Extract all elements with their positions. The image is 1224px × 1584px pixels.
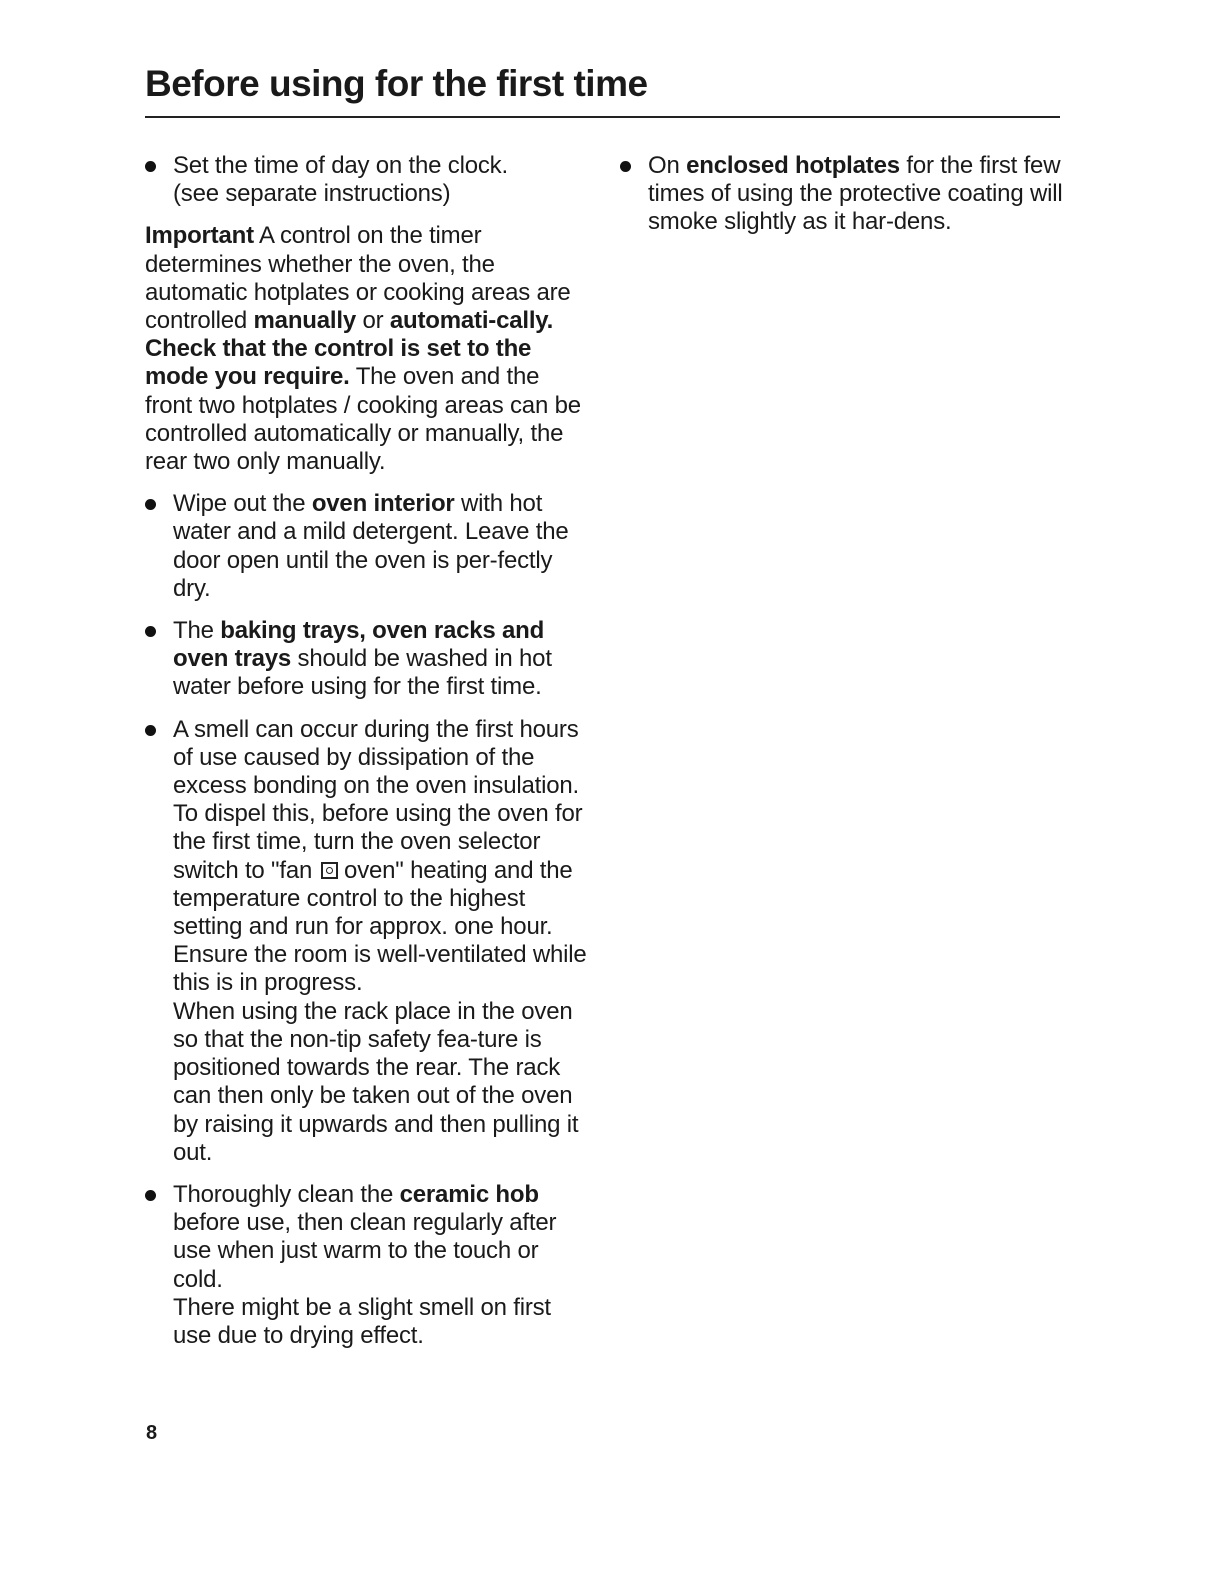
bullet-icon <box>145 161 156 172</box>
list-item-enclosed-hotplates <box>620 152 1065 237</box>
item-bold: enclosed hotplates <box>686 152 900 179</box>
item-bold: baking trays, oven racks and oven trays <box>173 617 545 673</box>
fan-oven-icon <box>321 862 338 879</box>
bullet-icon <box>145 499 156 510</box>
bullet-icon <box>145 725 156 736</box>
important-manually: manually <box>253 307 356 335</box>
item-note: (see separate instructions) <box>173 180 451 208</box>
item-note: There might be a slight smell on first use due to drying effect. <box>173 1293 551 1349</box>
title-divider <box>145 116 1060 118</box>
important-paragraph <box>145 222 590 476</box>
item-bold: oven interior <box>311 490 455 518</box>
item-text: On <box>648 152 687 179</box>
page-title: Before using for the first time <box>145 63 648 104</box>
list-item-baking-trays <box>145 617 590 702</box>
right-column <box>620 152 1065 251</box>
bullet-icon <box>620 161 631 172</box>
bullet-icon <box>145 626 156 637</box>
item-text: for the first few times of using the protective coating will smoke slightly as it har-dens. <box>648 152 1063 236</box>
page-number: 8 <box>146 1422 158 1444</box>
important-text: A control on the timer determines whether the oven, the automatic hotplates or cooking areas are controlled <box>145 222 571 335</box>
important-or: or <box>355 307 390 335</box>
item-note: When using the rack place in the oven so that the non-tip safety fea-ture is positioned towards the rear. The rack can then only be taken out of the oven by raising it upwards and then pulling it out. <box>173 997 579 1166</box>
item-bold: ceramic hob <box>399 1180 539 1208</box>
item-text: Wipe out the <box>173 490 312 518</box>
important-text-2: The oven and the front two hotplates / cooking areas can be controlled automatically or manually, the rear two only manually. <box>145 363 581 476</box>
item-text: Thoroughly clean the <box>173 1180 400 1208</box>
item-text: should be washed in hot water before using for the first time. <box>173 645 552 701</box>
bullet-icon <box>145 1190 156 1201</box>
item-text: The <box>173 617 221 645</box>
item-text: with hot water and a mild detergent. Leave the door open until the oven is per-fectly dry. <box>173 490 569 602</box>
list-item-smell <box>145 716 590 1167</box>
important-check: Check that the control is set to the mode you require. <box>145 335 532 391</box>
item-text: Set the time of day on the clock. <box>173 152 508 179</box>
item-text: A smell can occur during the first hours of use caused by dissipation of the excess bonding on the oven insulation. To dispel this, before using the oven for the first time, turn the oven selector switch to "fan <box>173 715 583 884</box>
important-automatically: automati-cally. <box>389 307 554 335</box>
left-column <box>145 152 590 1364</box>
list-item-set-clock <box>145 152 590 208</box>
important-label: Important <box>145 222 254 250</box>
list-item-oven-interior <box>145 490 590 603</box>
item-text: oven" heating and the temperature control to the highest setting and run for approx. one hour. Ensure the room is well-ventilated while this is in progress. <box>173 856 587 997</box>
list-item-ceramic-hob <box>145 1181 590 1350</box>
item-text: before use, then clean regularly after use when just warm to the touch or cold. <box>173 1209 557 1293</box>
